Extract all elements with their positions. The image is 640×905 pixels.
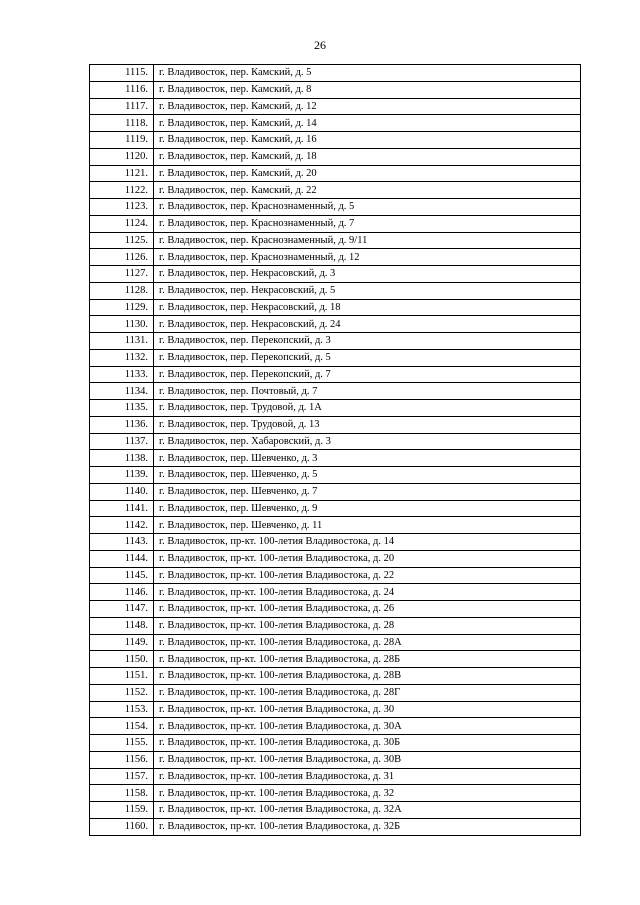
table-row (90, 165, 581, 182)
table-row (90, 333, 581, 350)
row-number: 1150. (90, 651, 154, 668)
row-number: 1159. (90, 802, 154, 819)
table-row (90, 65, 581, 82)
row-address: г. Владивосток, пер. Некрасовский, д. 24 (154, 316, 581, 333)
row-address: г. Владивосток, пер. Перекопский, д. 7 (154, 366, 581, 383)
row-number: 1123. (90, 199, 154, 216)
row-address: г. Владивосток, пер. Некрасовский, д. 18 (154, 299, 581, 316)
row-address: г. Владивосток, пр-кт. 100-летия Владивостока, д. 30В (154, 751, 581, 768)
row-address: г. Владивосток, пр-кт. 100-летия Владивостока, д. 22 (154, 567, 581, 584)
row-number: 1131. (90, 333, 154, 350)
table-row (90, 701, 581, 718)
table-row (90, 785, 581, 802)
row-address: г. Владивосток, пер. Шевченко, д. 5 (154, 467, 581, 484)
row-address: г. Владивосток, пер. Почтовый, д. 7 (154, 383, 581, 400)
row-address: г. Владивосток, пер. Камский, д. 16 (154, 132, 581, 149)
row-address: г. Владивосток, пр-кт. 100-летия Владивостока, д. 28Г (154, 684, 581, 701)
row-number: 1121. (90, 165, 154, 182)
table-row (90, 567, 581, 584)
row-address: г. Владивосток, пер. Камский, д. 18 (154, 148, 581, 165)
row-number: 1146. (90, 584, 154, 601)
row-number: 1157. (90, 768, 154, 785)
row-number: 1151. (90, 668, 154, 685)
row-address: г. Владивосток, пер. Камский, д. 12 (154, 98, 581, 115)
row-number: 1127. (90, 266, 154, 283)
row-number: 1137. (90, 433, 154, 450)
row-number: 1134. (90, 383, 154, 400)
row-number: 1122. (90, 182, 154, 199)
table-row (90, 366, 581, 383)
table-row (90, 115, 581, 132)
row-number: 1154. (90, 718, 154, 735)
row-number: 1158. (90, 785, 154, 802)
row-address: г. Владивосток, пер. Краснознаменный, д. 5 (154, 199, 581, 216)
row-address: г. Владивосток, пр-кт. 100-летия Владивостока, д. 30А (154, 718, 581, 735)
row-address: г. Владивосток, пер. Перекопский, д. 3 (154, 333, 581, 350)
row-number: 1126. (90, 249, 154, 266)
row-number: 1132. (90, 349, 154, 366)
row-number: 1153. (90, 701, 154, 718)
table-row (90, 768, 581, 785)
table-row (90, 634, 581, 651)
table-row (90, 132, 581, 149)
row-number: 1145. (90, 567, 154, 584)
row-address: г. Владивосток, пер. Перекопский, д. 5 (154, 349, 581, 366)
table-row (90, 98, 581, 115)
table-row (90, 651, 581, 668)
table-row (90, 249, 581, 266)
row-number: 1136. (90, 416, 154, 433)
row-address: г. Владивосток, пер. Трудовой, д. 13 (154, 416, 581, 433)
row-address: г. Владивосток, пер. Некрасовский, д. 3 (154, 266, 581, 283)
row-number: 1139. (90, 467, 154, 484)
row-number: 1141. (90, 500, 154, 517)
row-number: 1143. (90, 534, 154, 551)
table-row (90, 584, 581, 601)
row-address: г. Владивосток, пр-кт. 100-летия Владивостока, д. 31 (154, 768, 581, 785)
row-address: г. Владивосток, пр-кт. 100-летия Владивостока, д. 20 (154, 550, 581, 567)
table-row (90, 483, 581, 500)
table-row (90, 617, 581, 634)
table-row (90, 550, 581, 567)
table-row (90, 400, 581, 417)
table-row (90, 450, 581, 467)
table-row (90, 199, 581, 216)
row-number: 1117. (90, 98, 154, 115)
table-row (90, 215, 581, 232)
row-address: г. Владивосток, пр-кт. 100-летия Владивостока, д. 26 (154, 601, 581, 618)
table-row (90, 684, 581, 701)
table-row (90, 299, 581, 316)
table-row (90, 282, 581, 299)
row-number: 1116. (90, 81, 154, 98)
table-row (90, 601, 581, 618)
row-number: 1133. (90, 366, 154, 383)
row-address: г. Владивосток, пер. Камский, д. 5 (154, 65, 581, 82)
row-address: г. Владивосток, пер. Шевченко, д. 9 (154, 500, 581, 517)
row-address: г. Владивосток, пр-кт. 100-летия Владивостока, д. 32А (154, 802, 581, 819)
row-address: г. Владивосток, пер. Краснознаменный, д. 7 (154, 215, 581, 232)
row-address: г. Владивосток, пер. Шевченко, д. 3 (154, 450, 581, 467)
row-number: 1124. (90, 215, 154, 232)
table-row (90, 668, 581, 685)
row-number: 1149. (90, 634, 154, 651)
table-row (90, 534, 581, 551)
row-address: г. Владивосток, пр-кт. 100-летия Владивостока, д. 14 (154, 534, 581, 551)
row-address: г. Владивосток, пер. Некрасовский, д. 5 (154, 282, 581, 299)
row-address: г. Владивосток, пер. Камский, д. 8 (154, 81, 581, 98)
row-address: г. Владивосток, пр-кт. 100-летия Владивостока, д. 28Б (154, 651, 581, 668)
row-address: г. Владивосток, пр-кт. 100-летия Владивостока, д. 28В (154, 668, 581, 685)
page-number: 26 (314, 38, 326, 52)
table-row (90, 517, 581, 534)
table-row (90, 718, 581, 735)
table-row (90, 802, 581, 819)
row-number: 1125. (90, 232, 154, 249)
row-address: г. Владивосток, пер. Шевченко, д. 7 (154, 483, 581, 500)
address-table (89, 64, 581, 836)
table-row (90, 751, 581, 768)
row-number: 1156. (90, 751, 154, 768)
table-row (90, 81, 581, 98)
row-address: г. Владивосток, пр-кт. 100-летия Владивостока, д. 32Б (154, 818, 581, 835)
row-address: г. Владивосток, пр-кт. 100-летия Владивостока, д. 28А (154, 634, 581, 651)
address-table-body (90, 65, 581, 836)
row-number: 1120. (90, 148, 154, 165)
row-number: 1135. (90, 400, 154, 417)
row-number: 1155. (90, 735, 154, 752)
table-row (90, 735, 581, 752)
table-row (90, 433, 581, 450)
row-number: 1160. (90, 818, 154, 835)
row-number: 1138. (90, 450, 154, 467)
row-number: 1144. (90, 550, 154, 567)
row-address: г. Владивосток, пер. Камский, д. 20 (154, 165, 581, 182)
row-address: г. Владивосток, пер. Камский, д. 14 (154, 115, 581, 132)
row-address: г. Владивосток, пер. Камский, д. 22 (154, 182, 581, 199)
table-row (90, 232, 581, 249)
row-address: г. Владивосток, пер. Трудовой, д. 1А (154, 400, 581, 417)
row-address: г. Владивосток, пр-кт. 100-летия Владивостока, д. 32 (154, 785, 581, 802)
row-number: 1152. (90, 684, 154, 701)
table-row (90, 182, 581, 199)
row-number: 1129. (90, 299, 154, 316)
table-row (90, 500, 581, 517)
table-row (90, 383, 581, 400)
row-number: 1147. (90, 601, 154, 618)
row-number: 1119. (90, 132, 154, 149)
row-address: г. Владивосток, пер. Шевченко, д. 11 (154, 517, 581, 534)
table-row (90, 148, 581, 165)
row-number: 1140. (90, 483, 154, 500)
row-number: 1130. (90, 316, 154, 333)
table-row (90, 467, 581, 484)
row-address: г. Владивосток, пер. Хабаровский, д. 3 (154, 433, 581, 450)
row-number: 1115. (90, 65, 154, 82)
row-address: г. Владивосток, пр-кт. 100-летия Владивостока, д. 30Б (154, 735, 581, 752)
table-row (90, 316, 581, 333)
table-row (90, 818, 581, 835)
row-number: 1142. (90, 517, 154, 534)
row-address: г. Владивосток, пер. Краснознаменный, д. 9/11 (154, 232, 581, 249)
row-address: г. Владивосток, пр-кт. 100-летия Владивостока, д. 28 (154, 617, 581, 634)
table-row (90, 416, 581, 433)
row-number: 1118. (90, 115, 154, 132)
row-address: г. Владивосток, пр-кт. 100-летия Владивостока, д. 30 (154, 701, 581, 718)
table-row (90, 349, 581, 366)
row-number: 1148. (90, 617, 154, 634)
row-address: г. Владивосток, пр-кт. 100-летия Владивостока, д. 24 (154, 584, 581, 601)
table-row (90, 266, 581, 283)
row-number: 1128. (90, 282, 154, 299)
row-address: г. Владивосток, пер. Краснознаменный, д. 12 (154, 249, 581, 266)
